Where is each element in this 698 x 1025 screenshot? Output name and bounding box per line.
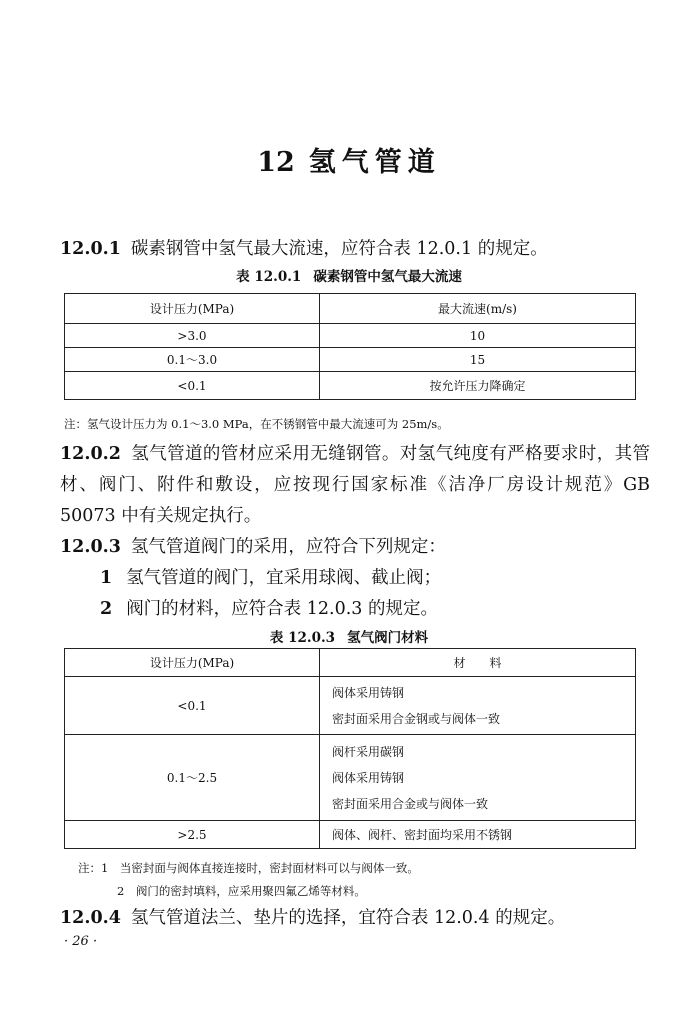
table-cell: [320, 821, 636, 849]
table-cell: [320, 677, 636, 735]
table-header-cell: 设计压力(MPa): [65, 294, 320, 324]
clause-12-0-3: [60, 532, 650, 563]
clause-text: 氢气管道法兰、垫片的选择，宜符合表 12.0.4 的规定。: [130, 908, 566, 928]
table-header-cell: 最大流速(m/s): [320, 294, 636, 324]
clause-text: 碳素钢管中氢气最大流速，应符合表 12.0.1 的规定。: [130, 239, 548, 259]
table-row: [65, 324, 636, 348]
table-row: [65, 821, 636, 849]
table-1-caption-number: 表 12.0.1: [236, 269, 302, 285]
clause-12-0-1: [60, 234, 650, 265]
table-row: [65, 348, 636, 372]
table-1-note: 注：氢气设计压力为 0.1～3.0 MPa，在不锈钢管中最大流速可为 25m/s。: [64, 417, 449, 431]
table-1-caption-title: 碳素钢管中氢气最大流速: [313, 269, 462, 285]
table-cell: 0.1～2.5: [65, 735, 320, 821]
table-cell: >2.5: [65, 821, 320, 849]
table-cell: >3.0: [65, 324, 320, 348]
table-cell: <0.1: [65, 677, 320, 735]
clause-12-0-2: [60, 439, 650, 532]
table-2-note: 注：1 当密封面与阀体直接连接时，密封面材料可以与阀体一致。: [78, 861, 419, 875]
list-item-number: 2: [100, 599, 113, 619]
clause-number: 12.0.1: [60, 239, 121, 259]
clause-text: 氢气管道阀门的采用，应符合下列规定：: [130, 537, 446, 557]
table-1-caption: [0, 265, 698, 285]
table-row: [65, 649, 636, 677]
table-2-note: 2 阀门的密封填料，应采用聚四氟乙烯等材料。: [117, 884, 366, 898]
table-cell: 15: [320, 348, 636, 372]
chapter-number: 12: [257, 147, 295, 178]
clause-number: 12.0.3: [60, 537, 121, 557]
list-item-text: 阀门的材料，应符合表 12.0.3 的规定。: [126, 599, 438, 619]
chapter-title: [0, 140, 698, 179]
material-line: 密封面采用合金钢或与阀体一致: [332, 711, 501, 726]
clause-number: 12.0.2: [60, 444, 121, 464]
table-2-caption: [0, 626, 698, 646]
material-line: 阀体采用铸钢: [332, 685, 405, 700]
table-row: [65, 294, 636, 324]
material-line: 阀杆采用碳钢: [332, 744, 405, 759]
table-header-cell: 材 料: [320, 649, 636, 677]
chapter-title-text: 氢气管道: [308, 147, 441, 178]
material-line: 阀体采用铸钢: [332, 770, 405, 785]
table-cell: 0.1～3.0: [65, 348, 320, 372]
table-cell: <0.1: [65, 372, 320, 400]
material-line: 阀体、阀杆、密封面均采用不锈钢: [332, 827, 513, 842]
table-row: [65, 735, 636, 821]
list-item: [100, 563, 441, 594]
table-cell: 10: [320, 324, 636, 348]
list-item-text: 氢气管道的阀门，宜采用球阀、截止阀；: [126, 568, 442, 588]
list-item-number: 1: [100, 568, 113, 588]
table-cell: [320, 735, 636, 821]
table-cell: 按允许压力降确定: [320, 372, 636, 400]
table-2-caption-title: 氢气阀门材料: [347, 630, 429, 646]
table-row: [65, 677, 636, 735]
list-item: [100, 594, 438, 625]
table-2: [64, 648, 636, 849]
page-number: · 26 ·: [64, 934, 98, 949]
clause-number: 12.0.4: [60, 908, 121, 928]
table-row: [65, 372, 636, 400]
clause-text: 氢气管道的管材应采用无缝钢管。对氢气纯度有严格要求时，其管材、阀门、附件和敷设，应按现行国家标准《洁净厂房设计规范》GB 50073 中有关规定执行。: [60, 444, 650, 526]
table-1: [64, 293, 636, 400]
material-line: 密封面采用合金或与阀体一致: [332, 796, 489, 811]
clause-12-0-4: [60, 903, 650, 934]
table-2-caption-number: 表 12.0.3: [269, 630, 336, 646]
table-header-cell: 设计压力(MPa): [65, 649, 320, 677]
